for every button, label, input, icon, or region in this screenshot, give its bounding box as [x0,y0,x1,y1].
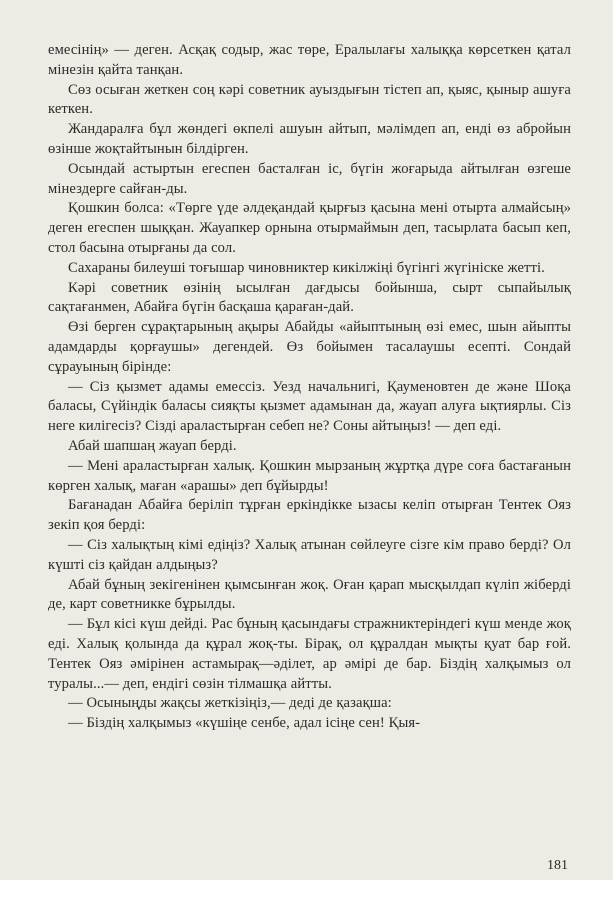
paragraph: — Осыныңды жақсы жеткізіңіз,— деді де қазақша: [68,695,392,712]
paragraph: Кәрі советник өзінің ысылған дағдысы бойынша, сырт сыпайылық сақтағанмен, Абайға бүгін басқаша қараған-дай. [48,279,571,316]
paragraph: — Мені араластырған халық. Қошкин мырзаның жұртқа дүре соға бастағанын көрген халық, маған «арашы» деп бұйырды! [48,457,571,494]
paragraph: Жандаралға бұл жөндегі өкпелі ашуын айтып, мәлімдеп ап, енді өз абройын өзінше жоқтайтынын білдірген. [48,121,571,157]
paragraph: Сөз осыған жеткен соң кәрі советник ауыздығын тістеп ап, қыяс, қыныр ашуға кеткен. [48,81,571,118]
page-text [48,41,571,734]
paragraph: — Сіз халықтың кімі едіңіз? Халық атынан сөйлеуге сізге кім право берді? Ол күшті сіз қайдан алдыңыз? [48,536,571,573]
page-number: 181 [547,858,568,873]
paragraph: Қошкин болса: «Төрге үде әлдеқандай қырғыз қасына мені отырта алмайсың» деген егеспен шыққан. Жауапкер орнына отырмаймын деп, тасырлата басып кеп, стол басына отырғаны да сол. [48,200,571,256]
paragraph: емесінің» — деген. Асқақ содыр, жас төре, Ералылағы халыққа көрсеткен қатал мінезін қайта танқан. [48,42,571,78]
paragraph: — Бұл кісі күш дейді. Рас бұның қасындағы стражниктеріндегі күш менде жоқ еді. Халық қолында да құрал жоқ-ты. Бірақ, ол құралдан мықты қуат бар ғой. Тентек Ояз әмірінен астамырақ—әділет, ар әмірі де бар. Біздің халқымыз ол туралы...— деп, ендігі сөзін тілмашқа айтты. [48,616,571,692]
paragraph: Өзі берген сұрақтарының ақыры Абайды «айыптының өзі емес, шын айыпты адамдарды қорғаушы» дегендей. Өз бойымен тасалаушы есепті. Сондай сұрауының бірінде: [48,319,571,375]
paragraph: Бағанадан Абайға беріліп тұрған еркіндікке ызасы келіп отырған Тентек Ояз зекіп қоя берді: [48,497,571,534]
paragraph: — Біздің халқымыз «күшіңе сенбе, адал ісіңе сен! Қыя- [68,715,421,732]
paragraph: Осындай астыртын егеспен басталған іс, бүгін жоғарыда айтылған өзгеше мінездерге сайған-ды. [48,160,571,197]
paragraph: Сахараны билеуші тоғышар чиновниктер кикілжіңі бүгінгі жүгініске жетті. [68,259,545,276]
page-bottom-margin [0,880,613,910]
paragraph: Абай бұның зекігенінен қымсынған жоқ. Оған қарап мысқылдап күліп жіберді де, карт советникке бұрылды. [48,576,571,613]
paragraph: — Сіз қызмет адамы емессіз. Уезд начальнигі, Қауменовтен де және Шоқа баласы, Сүйіндік баласы сияқты қызмет адамынан да, жауап алуға ықтиярлы. Сіз неге килігесіз? Сізді араластырған себеп не? Соны айтыңыз! — деп еді. [48,378,571,435]
paragraph: Абай шапшаң жауап берді. [68,437,237,454]
